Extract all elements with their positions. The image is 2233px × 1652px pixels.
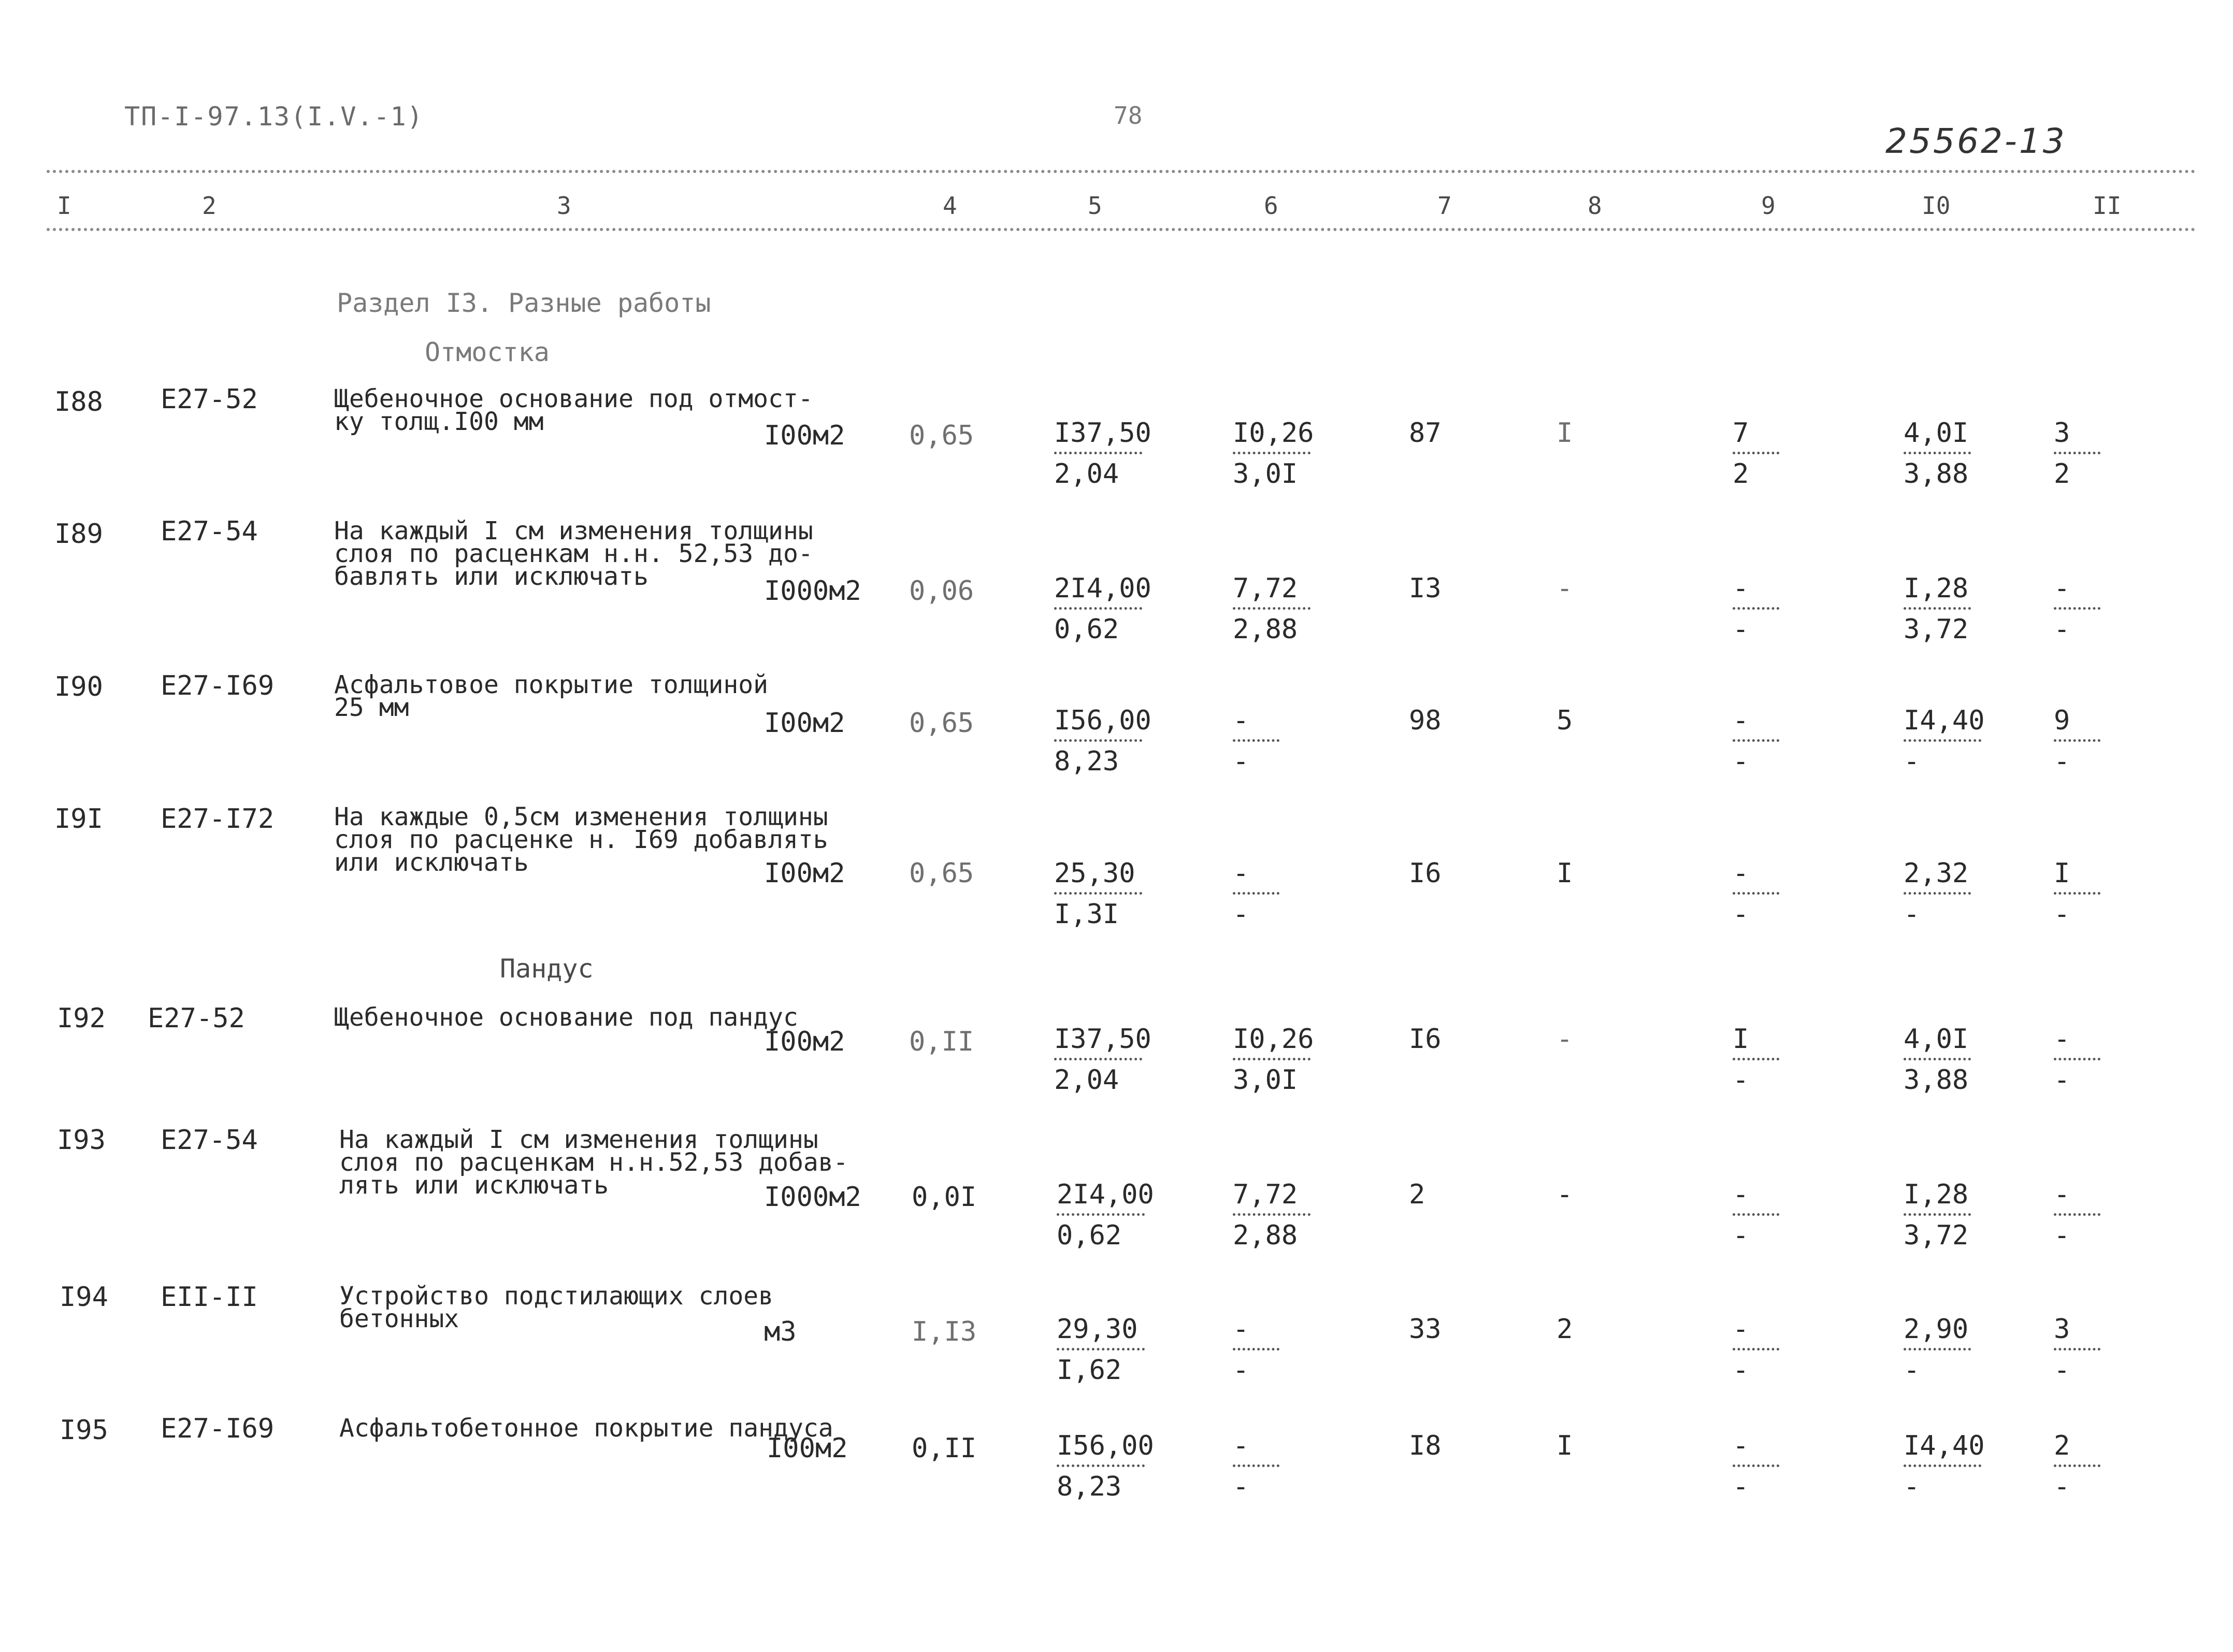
machine-cost: 7,72 2,88	[1233, 575, 1310, 643]
row-number: I9I	[54, 803, 103, 835]
labor-total: - -	[2054, 1181, 2100, 1249]
unit: I000м2	[764, 1182, 861, 1213]
subsection-title: Отмостка	[425, 337, 550, 367]
labor-cost: I,28 3,72	[1904, 1181, 1971, 1249]
machine-cost: I0,26 3,0I	[1233, 1024, 1314, 1096]
labor-cost: 2,32 -	[1904, 860, 1971, 928]
work-description: Асфальтобетонное покрытие пандуса	[339, 1414, 833, 1443]
machine-total: - -	[1733, 575, 1779, 643]
work-description: Устройство подстилающих слоев бетонных	[339, 1282, 774, 1333]
wages: I	[1557, 858, 1573, 889]
machine-total: - -	[1733, 1181, 1779, 1249]
unit-cost: I37,50 2,04	[1054, 418, 1151, 490]
wages: -	[1557, 1179, 1573, 1210]
machine-cost: I0,26 3,0I	[1233, 418, 1314, 490]
labor-cost: 4,0I 3,88	[1904, 1026, 1971, 1094]
total-cost: 87	[1409, 418, 1442, 449]
unit-cost: I37,50 2,04	[1054, 1024, 1151, 1096]
labor-total: 3 2	[2054, 420, 2100, 487]
wages: -	[1557, 1024, 1573, 1055]
row-number: I89	[54, 519, 103, 550]
work-description: Щебеночное основание под пандус	[334, 1003, 798, 1032]
rate-code: E27-I69	[161, 670, 275, 701]
rate-code: E27-I72	[161, 803, 275, 835]
quantity: 0,65	[909, 858, 974, 889]
column-number-11: II	[2093, 192, 2122, 220]
work-description: На каждый I см изменения толщины слоя по расценкам н.н.52,53 добав- лять или исключать	[339, 1125, 848, 1200]
quantity: 0,65	[909, 708, 974, 739]
subsection-title: Пандус	[500, 954, 594, 984]
labor-total: 9 -	[2054, 707, 2100, 775]
unit: I00м2	[764, 708, 845, 739]
wages: 2	[1557, 1314, 1573, 1345]
total-cost: I6	[1409, 858, 1442, 889]
column-number-3: 3	[557, 192, 571, 220]
rate-code: E27-52	[148, 1003, 245, 1034]
unit-cost: I56,00 8,23	[1054, 705, 1151, 777]
document-number: 25562-13	[1885, 121, 2067, 161]
machine-cost: - -	[1233, 1316, 1279, 1384]
quantity: 0,II	[912, 1433, 977, 1464]
column-number-4: 4	[943, 192, 957, 220]
machine-total: - -	[1733, 707, 1779, 775]
labor-cost: I,28 3,72	[1904, 575, 1971, 643]
machine-cost: - -	[1233, 1432, 1279, 1500]
wages: I	[1557, 1430, 1573, 1461]
unit: I00м2	[767, 1433, 848, 1464]
row-number: I94	[60, 1282, 108, 1313]
rate-code: E27-I69	[161, 1413, 275, 1444]
rate-code: E27-52	[161, 384, 258, 415]
unit-cost: 2I4,00 0,62	[1054, 573, 1151, 645]
labor-total: - -	[2054, 1026, 2100, 1094]
machine-cost: - -	[1233, 860, 1279, 928]
labor-total: 2 -	[2054, 1432, 2100, 1500]
section-title: Раздел I3. Разные работы	[337, 288, 711, 318]
work-description: Асфальтовое покрытие толщиной 25 мм	[334, 670, 769, 722]
header-divider-bottom	[47, 228, 2196, 231]
column-number-9: 9	[1761, 192, 1776, 220]
quantity: I,I3	[912, 1316, 977, 1347]
unit-cost: 2I4,00 0,62	[1057, 1179, 1154, 1251]
rate-code: E27-54	[161, 516, 258, 547]
machine-cost: 7,72 2,88	[1233, 1181, 1310, 1249]
column-number-6: 6	[1264, 192, 1278, 220]
page-number: 78	[1114, 102, 1143, 130]
column-number-7: 7	[1437, 192, 1452, 220]
total-cost: I3	[1409, 573, 1442, 604]
labor-total: - -	[2054, 575, 2100, 643]
work-description: На каждый I см изменения толщины слоя по расценкам н.н. 52,53 до- бавлять или исключать	[334, 516, 813, 591]
wages: I	[1557, 418, 1573, 449]
machine-total: - -	[1733, 860, 1779, 928]
quantity: 0,65	[909, 420, 974, 451]
unit: м3	[764, 1316, 797, 1347]
unit-cost: I56,00 8,23	[1057, 1430, 1154, 1502]
header-divider-top	[47, 170, 2196, 173]
column-number-5: 5	[1088, 192, 1102, 220]
row-number: I90	[54, 671, 103, 702]
quantity: 0,0I	[912, 1182, 977, 1213]
labor-cost: I4,40 -	[1904, 1430, 1985, 1502]
machine-total: I -	[1733, 1026, 1779, 1094]
rate-code: E27-54	[161, 1125, 258, 1156]
labor-cost: 2,90 -	[1904, 1316, 1971, 1384]
work-description: На каждые 0,5см изменения толщины слоя по расценке н. I69 добавлять или исключать	[334, 802, 828, 877]
wages: -	[1557, 573, 1573, 604]
column-number-1: I	[57, 192, 71, 220]
column-number-2: 2	[202, 192, 217, 220]
machine-cost: - -	[1233, 707, 1279, 775]
labor-total: 3 -	[2054, 1316, 2100, 1384]
row-number: I93	[57, 1125, 106, 1156]
labor-total: I -	[2054, 860, 2100, 928]
column-number-10: I0	[1922, 192, 1951, 220]
total-cost: 2	[1409, 1179, 1425, 1210]
work-description: Щебеночное основание под отмост- ку толщ.I00 мм	[334, 384, 813, 436]
total-cost: 98	[1409, 705, 1442, 736]
row-number: I88	[54, 386, 103, 418]
unit: I00м2	[764, 858, 845, 889]
unit: I00м2	[764, 420, 845, 451]
total-cost: 33	[1409, 1314, 1442, 1345]
labor-cost: 4,0I 3,88	[1904, 420, 1971, 487]
row-number: I92	[57, 1003, 106, 1034]
labor-cost: I4,40 -	[1904, 705, 1985, 777]
machine-total: 7 2	[1733, 420, 1779, 487]
unit-cost: 29,30 I,62	[1057, 1316, 1145, 1384]
column-number-8: 8	[1588, 192, 1602, 220]
total-cost: I6	[1409, 1024, 1442, 1055]
quantity: 0,06	[909, 576, 974, 607]
total-cost: I8	[1409, 1430, 1442, 1461]
wages: 5	[1557, 705, 1573, 736]
row-number: I95	[60, 1415, 108, 1446]
unit-cost: 25,30 I,3I	[1054, 860, 1142, 928]
quantity: 0,II	[909, 1026, 974, 1057]
unit: I00м2	[764, 1026, 845, 1057]
rate-code: EII-II	[161, 1282, 258, 1313]
unit: I000м2	[764, 576, 861, 607]
machine-total: - -	[1733, 1316, 1779, 1384]
machine-total: - -	[1733, 1432, 1779, 1500]
document-code: ТП-I-97.13(I.V.-1)	[124, 102, 424, 132]
